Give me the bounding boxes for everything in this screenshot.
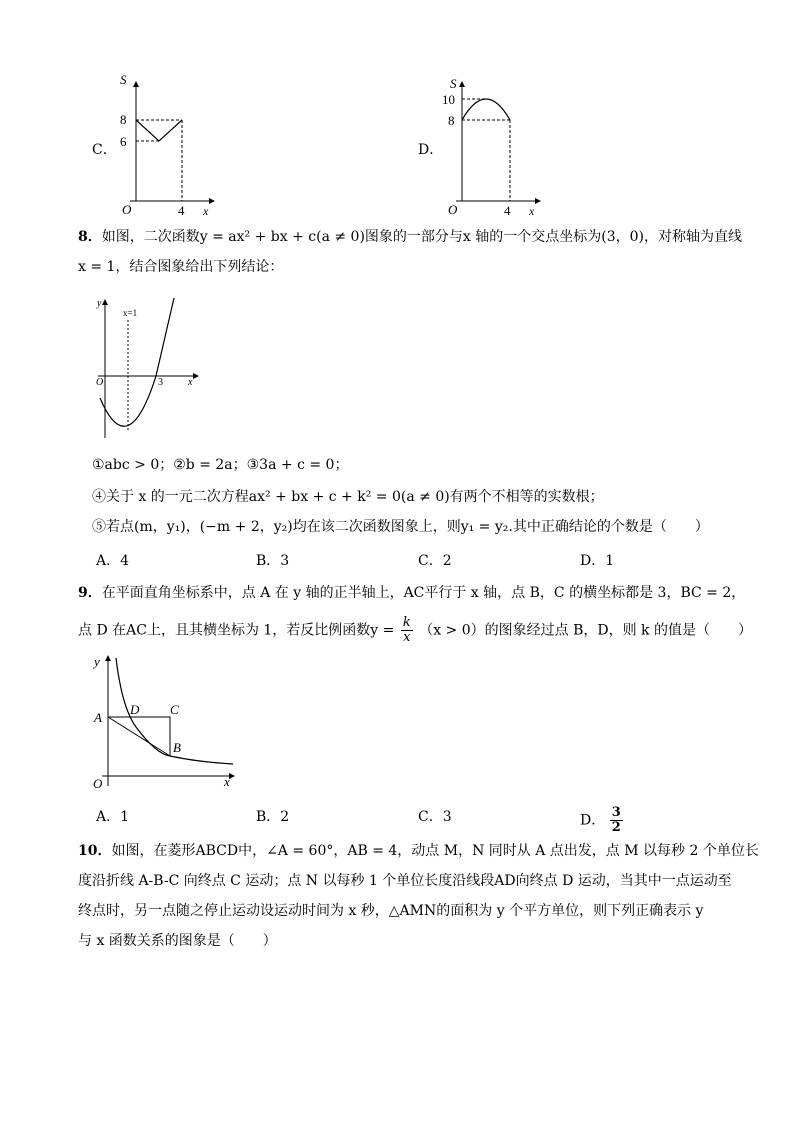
conclusion-4: ④关于 x 的一元二次方程ax² + bx + c + k² = 0(a ≠ 0)有两个不相等的实数根；: [92, 489, 604, 505]
question-10-line4: 与 x 函数关系的图象是（ ）: [78, 933, 277, 949]
origin-label: O: [96, 377, 104, 388]
option-d-label[interactable]: D．: [418, 142, 444, 158]
origin-label: O: [448, 202, 458, 217]
question-8-line2: x = 1，结合图象给出下列结论：: [78, 259, 284, 275]
option-letter: D．: [580, 812, 606, 829]
q9-option-a[interactable]: A．1: [96, 809, 130, 825]
question-text: 点 D 在AC上，且其横坐标为 1，若反比例函数y =: [78, 622, 395, 639]
question-10-line3: 终点时，另一点随之停止运动设运动时间为 x 秒，△AMN的面积为 y 个平方单位，则下列正确表示 y: [78, 903, 704, 919]
x-tick-4: 4: [178, 203, 185, 218]
x-axis-label: x: [529, 204, 535, 218]
q8-option-a[interactable]: A．4: [96, 553, 130, 569]
graph-curve: [462, 99, 510, 120]
conclusion-5: ⑤若点(m，y₁)，(−m + 2，y₂)均在该二次函数图象上，则y₁ = y₂.其中正确结论的个数是（ ）: [92, 519, 709, 535]
graph-curve: [136, 120, 182, 141]
y-tick-10: 10: [442, 92, 455, 107]
graph-option-c: [112, 68, 222, 218]
y-axis-label: S: [120, 72, 127, 87]
conclusion-1-3: ①abc > 0；②b = 2a；③3a + c = 0；: [92, 457, 349, 473]
x-tick-4: 4: [504, 203, 511, 218]
point-a-label: A: [94, 710, 102, 725]
q9-option-c[interactable]: C．3: [418, 809, 452, 825]
y-axis-label: S: [450, 76, 457, 91]
inverse-function-graph: [88, 650, 238, 790]
axis-of-symmetry-label: x=1: [123, 308, 138, 318]
question-9-line1: [78, 583, 745, 603]
y-axis-label: y: [94, 654, 100, 669]
y-axis-label: y: [97, 298, 102, 309]
question-number: 10．: [78, 843, 112, 859]
question-10-line1: [78, 841, 759, 861]
question-text: 如图，二次函数y = ax² + bx + c(a ≠ 0)图象的一部分与x 轴的一个交点坐标为(3，0)，对称轴为直线: [101, 229, 742, 245]
fraction-3-over-2: [610, 806, 623, 835]
question-number: 8．: [78, 229, 102, 245]
x-axis-label: x: [203, 204, 209, 218]
point-d-label: D: [130, 702, 140, 717]
root-label: 3: [158, 377, 163, 388]
fraction-k-over-x: [401, 616, 413, 645]
question-9-line2: [78, 616, 752, 645]
question-8-line1: [78, 227, 742, 247]
question-text: 在平面直角坐标系中，点 A 在 y 轴的正半轴上，AC平行于 x 轴，点 B，C 的横坐标都是 3，BC = 2，: [101, 585, 746, 601]
origin-label: O: [93, 776, 103, 790]
fraction-denominator: 2: [611, 820, 621, 835]
question-number: 9．: [78, 585, 102, 601]
x-axis-label: x: [188, 377, 193, 388]
option-c-label[interactable]: C．: [92, 142, 117, 158]
q9-option-d[interactable]: [580, 806, 623, 835]
y-tick-6: 6: [120, 134, 127, 149]
fraction-denominator: x: [403, 630, 411, 645]
fraction-numerator: k: [402, 615, 411, 630]
origin-label: O: [122, 202, 132, 217]
question-10-line2: 度沿折线 A-B-C 向终点 C 运动；点 N 以每秒 1 个单位长度沿线段AD向终点 D 运动，当其中一点运动至: [78, 873, 732, 889]
point-c-label: C: [170, 702, 179, 717]
question-text: 如图，在菱形ABCD中，∠A = 60°，AB = 4，动点 M，N 同时从 A 点出发，点 M 以每秒 2 个单位长: [111, 843, 759, 859]
q8-option-b[interactable]: B．3: [256, 553, 290, 569]
x-axis-label: x: [224, 774, 230, 789]
y-tick-8: 8: [448, 113, 455, 128]
q8-option-d[interactable]: D．1: [580, 553, 615, 569]
y-tick-8: 8: [120, 112, 127, 127]
fraction-numerator: 3: [611, 805, 621, 820]
segment-ab: [108, 717, 170, 756]
point-b-label: B: [173, 740, 181, 755]
parabola-graph: [90, 292, 205, 442]
q9-option-b[interactable]: B．2: [256, 809, 290, 825]
graph-option-d: [438, 68, 548, 218]
question-text: （x > 0）的图象经过点 B，D，则 k 的值是（ ）: [419, 622, 752, 639]
q8-option-c[interactable]: C．2: [418, 553, 452, 569]
